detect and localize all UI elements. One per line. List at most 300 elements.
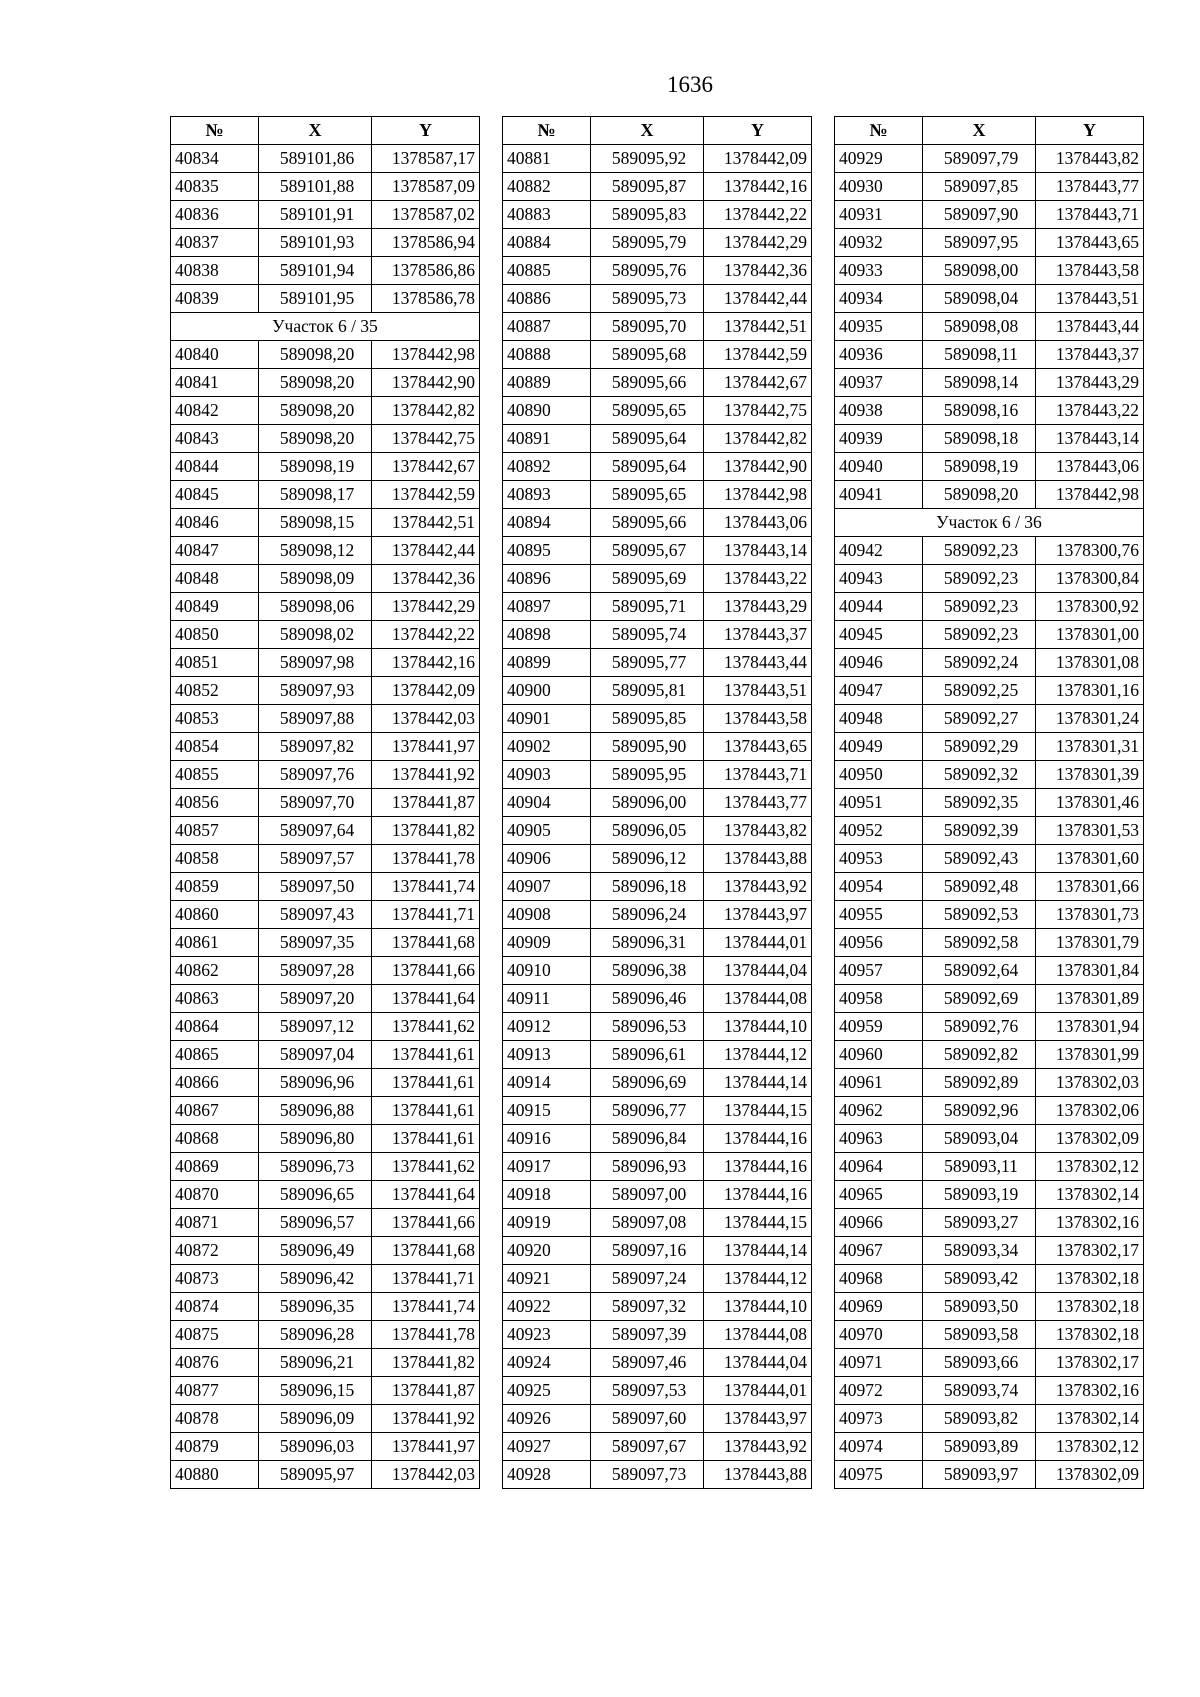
point-number: 40953 (835, 845, 923, 873)
y-coordinate: 1378441,97 (372, 733, 480, 761)
x-coordinate: 589097,53 (591, 1377, 704, 1405)
y-coordinate: 1378301,53 (1036, 817, 1144, 845)
x-coordinate: 589101,94 (259, 257, 372, 285)
point-number: 40929 (835, 145, 923, 173)
y-coordinate: 1378301,79 (1036, 929, 1144, 957)
point-number: 40924 (503, 1349, 591, 1377)
y-coordinate: 1378302,18 (1036, 1293, 1144, 1321)
y-coordinate: 1378586,86 (372, 257, 480, 285)
y-coordinate: 1378443,51 (704, 677, 812, 705)
table-row (171, 817, 480, 845)
y-coordinate: 1378441,97 (372, 1433, 480, 1461)
point-number: 40908 (503, 901, 591, 929)
y-coordinate: 1378443,29 (704, 593, 812, 621)
x-coordinate: 589093,34 (923, 1237, 1036, 1265)
point-number: 40967 (835, 1237, 923, 1265)
y-coordinate: 1378441,64 (372, 985, 480, 1013)
table-row (171, 621, 480, 649)
point-number: 40892 (503, 453, 591, 481)
point-number: 40918 (503, 1181, 591, 1209)
table-row (835, 733, 1144, 761)
x-coordinate: 589097,04 (259, 1041, 372, 1069)
y-coordinate: 1378443,37 (704, 621, 812, 649)
point-number: 40951 (835, 789, 923, 817)
table-row (503, 341, 812, 369)
table-row (835, 201, 1144, 229)
table-row (171, 1013, 480, 1041)
x-coordinate: 589097,82 (259, 733, 372, 761)
x-coordinate: 589095,73 (591, 285, 704, 313)
x-coordinate: 589096,38 (591, 957, 704, 985)
point-number: 40879 (171, 1433, 259, 1461)
table-row (503, 257, 812, 285)
point-number: 40889 (503, 369, 591, 397)
header-x: X (591, 117, 704, 145)
x-coordinate: 589098,15 (259, 509, 372, 537)
x-coordinate: 589098,08 (923, 313, 1036, 341)
point-number: 40965 (835, 1181, 923, 1209)
point-number: 40962 (835, 1097, 923, 1125)
table-row (835, 1237, 1144, 1265)
x-coordinate: 589096,88 (259, 1097, 372, 1125)
y-coordinate: 1378443,51 (1036, 285, 1144, 313)
table-row (503, 425, 812, 453)
point-number: 40904 (503, 789, 591, 817)
table-row (835, 397, 1144, 425)
point-number: 40882 (503, 173, 591, 201)
y-coordinate: 1378442,75 (372, 425, 480, 453)
y-coordinate: 1378301,94 (1036, 1013, 1144, 1041)
point-number: 40846 (171, 509, 259, 537)
table-row (171, 649, 480, 677)
point-number: 40966 (835, 1209, 923, 1237)
x-coordinate: 589096,00 (591, 789, 704, 817)
y-coordinate: 1378302,16 (1036, 1209, 1144, 1237)
x-coordinate: 589096,28 (259, 1321, 372, 1349)
point-number: 40858 (171, 845, 259, 873)
x-coordinate: 589093,04 (923, 1125, 1036, 1153)
y-coordinate: 1378444,01 (704, 1377, 812, 1405)
y-coordinate: 1378442,82 (704, 425, 812, 453)
point-number: 40906 (503, 845, 591, 873)
header-y: Y (704, 117, 812, 145)
table-row (835, 845, 1144, 873)
x-coordinate: 589097,39 (591, 1321, 704, 1349)
x-coordinate: 589092,69 (923, 985, 1036, 1013)
x-coordinate: 589098,20 (923, 481, 1036, 509)
point-number: 40836 (171, 201, 259, 229)
x-coordinate: 589098,19 (259, 453, 372, 481)
table-row (171, 1125, 480, 1153)
table-row (503, 789, 812, 817)
y-coordinate: 1378442,22 (372, 621, 480, 649)
y-coordinate: 1378443,58 (1036, 257, 1144, 285)
table-row (835, 537, 1144, 565)
table-row (503, 1013, 812, 1041)
x-coordinate: 589092,96 (923, 1097, 1036, 1125)
y-coordinate: 1378443,44 (704, 649, 812, 677)
point-number: 40957 (835, 957, 923, 985)
x-coordinate: 589098,20 (259, 425, 372, 453)
x-coordinate: 589093,58 (923, 1321, 1036, 1349)
y-coordinate: 1378441,78 (372, 1321, 480, 1349)
x-coordinate: 589097,64 (259, 817, 372, 845)
y-coordinate: 1378443,14 (704, 537, 812, 565)
table-row (503, 1433, 812, 1461)
table-row (503, 313, 812, 341)
point-number: 40890 (503, 397, 591, 425)
table-row (503, 1377, 812, 1405)
table-row (503, 285, 812, 313)
point-number: 40837 (171, 229, 259, 257)
y-coordinate: 1378443,82 (1036, 145, 1144, 173)
x-coordinate: 589092,43 (923, 845, 1036, 873)
x-coordinate: 589092,39 (923, 817, 1036, 845)
point-number: 40902 (503, 733, 591, 761)
table-row (503, 1069, 812, 1097)
table-row (503, 957, 812, 985)
point-number: 40884 (503, 229, 591, 257)
point-number: 40896 (503, 565, 591, 593)
table-row (835, 1265, 1144, 1293)
y-coordinate: 1378441,74 (372, 873, 480, 901)
point-number: 40874 (171, 1293, 259, 1321)
table-row (835, 873, 1144, 901)
x-coordinate: 589096,42 (259, 1265, 372, 1293)
header-num: № (503, 117, 591, 145)
y-coordinate: 1378444,04 (704, 957, 812, 985)
point-number: 40949 (835, 733, 923, 761)
x-coordinate: 589097,90 (923, 201, 1036, 229)
y-coordinate: 1378443,22 (704, 565, 812, 593)
point-number: 40845 (171, 481, 259, 509)
table-row (171, 1069, 480, 1097)
y-coordinate: 1378302,18 (1036, 1321, 1144, 1349)
x-coordinate: 589101,88 (259, 173, 372, 201)
table-row (835, 1041, 1144, 1069)
x-coordinate: 589098,18 (923, 425, 1036, 453)
table-row (503, 229, 812, 257)
y-coordinate: 1378441,66 (372, 1209, 480, 1237)
x-coordinate: 589095,66 (591, 369, 704, 397)
point-number: 40930 (835, 173, 923, 201)
x-coordinate: 589092,27 (923, 705, 1036, 733)
y-coordinate: 1378441,71 (372, 901, 480, 929)
point-number: 40907 (503, 873, 591, 901)
x-coordinate: 589101,91 (259, 201, 372, 229)
point-number: 40916 (503, 1125, 591, 1153)
y-coordinate: 1378301,08 (1036, 649, 1144, 677)
x-coordinate: 589096,05 (591, 817, 704, 845)
table-row (503, 873, 812, 901)
point-number: 40878 (171, 1405, 259, 1433)
point-number: 40946 (835, 649, 923, 677)
table-header-row (835, 117, 1144, 145)
table-row (171, 593, 480, 621)
header-num: № (835, 117, 923, 145)
table-row (171, 509, 480, 537)
y-coordinate: 1378443,06 (704, 509, 812, 537)
point-number: 40909 (503, 929, 591, 957)
y-coordinate: 1378441,82 (372, 1349, 480, 1377)
point-number: 40955 (835, 901, 923, 929)
x-coordinate: 589097,16 (591, 1237, 704, 1265)
y-coordinate: 1378300,92 (1036, 593, 1144, 621)
y-coordinate: 1378444,12 (704, 1265, 812, 1293)
point-number: 40899 (503, 649, 591, 677)
table-row (835, 1433, 1144, 1461)
x-coordinate: 589095,79 (591, 229, 704, 257)
y-coordinate: 1378444,08 (704, 1321, 812, 1349)
x-coordinate: 589098,12 (259, 537, 372, 565)
y-coordinate: 1378300,76 (1036, 537, 1144, 565)
point-number: 40934 (835, 285, 923, 313)
x-coordinate: 589095,95 (591, 761, 704, 789)
x-coordinate: 589098,11 (923, 341, 1036, 369)
table-row (503, 1209, 812, 1237)
x-coordinate: 589097,50 (259, 873, 372, 901)
point-number: 40843 (171, 425, 259, 453)
point-number: 40842 (171, 397, 259, 425)
table-row (171, 929, 480, 957)
y-coordinate: 1378442,67 (372, 453, 480, 481)
x-coordinate: 589097,20 (259, 985, 372, 1013)
header-x: X (923, 117, 1036, 145)
y-coordinate: 1378442,22 (704, 201, 812, 229)
x-coordinate: 589097,57 (259, 845, 372, 873)
x-coordinate: 589096,18 (591, 873, 704, 901)
point-number: 40948 (835, 705, 923, 733)
y-coordinate: 1378301,16 (1036, 677, 1144, 705)
point-number: 40894 (503, 509, 591, 537)
y-coordinate: 1378444,08 (704, 985, 812, 1013)
table-row (503, 929, 812, 957)
x-coordinate: 589096,84 (591, 1125, 704, 1153)
table-row (835, 1405, 1144, 1433)
x-coordinate: 589092,53 (923, 901, 1036, 929)
y-coordinate: 1378443,44 (1036, 313, 1144, 341)
point-number: 40851 (171, 649, 259, 677)
table-row (835, 761, 1144, 789)
x-coordinate: 589092,23 (923, 565, 1036, 593)
point-number: 40964 (835, 1153, 923, 1181)
x-coordinate: 589098,20 (259, 341, 372, 369)
point-number: 40920 (503, 1237, 591, 1265)
y-coordinate: 1378444,14 (704, 1069, 812, 1097)
x-coordinate: 589097,88 (259, 705, 372, 733)
table-row (171, 901, 480, 929)
table-row (835, 957, 1144, 985)
table-row (171, 873, 480, 901)
table-row (171, 1097, 480, 1125)
table-row (503, 397, 812, 425)
point-number: 40968 (835, 1265, 923, 1293)
table-row (171, 1041, 480, 1069)
y-coordinate: 1378302,03 (1036, 1069, 1144, 1097)
x-coordinate: 589096,12 (591, 845, 704, 873)
point-number: 40942 (835, 537, 923, 565)
y-coordinate: 1378301,84 (1036, 957, 1144, 985)
x-coordinate: 589095,64 (591, 453, 704, 481)
x-coordinate: 589098,20 (259, 397, 372, 425)
x-coordinate: 589096,03 (259, 1433, 372, 1461)
y-coordinate: 1378441,61 (372, 1041, 480, 1069)
x-coordinate: 589095,81 (591, 677, 704, 705)
point-number: 40917 (503, 1153, 591, 1181)
x-coordinate: 589096,93 (591, 1153, 704, 1181)
point-number: 40859 (171, 873, 259, 901)
table-row (835, 1013, 1144, 1041)
table-row (171, 369, 480, 397)
y-coordinate: 1378443,06 (1036, 453, 1144, 481)
y-coordinate: 1378301,73 (1036, 901, 1144, 929)
x-coordinate: 589097,73 (591, 1461, 704, 1489)
y-coordinate: 1378444,10 (704, 1293, 812, 1321)
y-coordinate: 1378442,44 (704, 285, 812, 313)
x-coordinate: 589095,92 (591, 145, 704, 173)
point-number: 40855 (171, 761, 259, 789)
y-coordinate: 1378444,10 (704, 1013, 812, 1041)
point-number: 40971 (835, 1349, 923, 1377)
point-number: 40838 (171, 257, 259, 285)
point-number: 40915 (503, 1097, 591, 1125)
y-coordinate: 1378302,14 (1036, 1405, 1144, 1433)
y-coordinate: 1378302,12 (1036, 1433, 1144, 1461)
y-coordinate: 1378442,36 (372, 565, 480, 593)
x-coordinate: 589092,48 (923, 873, 1036, 901)
point-number: 40898 (503, 621, 591, 649)
table-row (835, 1069, 1144, 1097)
table-row (835, 1377, 1144, 1405)
table-row (835, 1153, 1144, 1181)
point-number: 40935 (835, 313, 923, 341)
table-row (171, 761, 480, 789)
table-row (503, 565, 812, 593)
point-number: 40867 (171, 1097, 259, 1125)
y-coordinate: 1378444,14 (704, 1237, 812, 1265)
y-coordinate: 1378441,87 (372, 1377, 480, 1405)
y-coordinate: 1378442,44 (372, 537, 480, 565)
x-coordinate: 589097,85 (923, 173, 1036, 201)
point-number: 40869 (171, 1153, 259, 1181)
table-row (503, 705, 812, 733)
point-number: 40840 (171, 341, 259, 369)
table-row (503, 1349, 812, 1377)
table-row (503, 1237, 812, 1265)
table-row (171, 453, 480, 481)
table-row (171, 789, 480, 817)
table-row (835, 257, 1144, 285)
table-row (835, 1293, 1144, 1321)
y-coordinate: 1378441,62 (372, 1153, 480, 1181)
table-row (503, 509, 812, 537)
table-row (503, 1097, 812, 1125)
y-coordinate: 1378443,65 (704, 733, 812, 761)
table-row (835, 341, 1144, 369)
table-row (171, 1293, 480, 1321)
y-coordinate: 1378301,66 (1036, 873, 1144, 901)
x-coordinate: 589092,32 (923, 761, 1036, 789)
y-coordinate: 1378442,29 (372, 593, 480, 621)
y-coordinate: 1378302,06 (1036, 1097, 1144, 1125)
y-coordinate: 1378301,89 (1036, 985, 1144, 1013)
point-number: 40926 (503, 1405, 591, 1433)
table-row (171, 229, 480, 257)
table-row (835, 145, 1144, 173)
point-number: 40848 (171, 565, 259, 593)
y-coordinate: 1378442,03 (372, 705, 480, 733)
table-row (835, 173, 1144, 201)
point-number: 40911 (503, 985, 591, 1013)
table-header-row (503, 117, 812, 145)
y-coordinate: 1378301,46 (1036, 789, 1144, 817)
x-coordinate: 589098,20 (259, 369, 372, 397)
table-row (171, 957, 480, 985)
x-coordinate: 589096,35 (259, 1293, 372, 1321)
point-number: 40939 (835, 425, 923, 453)
x-coordinate: 589092,35 (923, 789, 1036, 817)
x-coordinate: 589098,02 (259, 621, 372, 649)
y-coordinate: 1378442,51 (372, 509, 480, 537)
y-coordinate: 1378443,97 (704, 1405, 812, 1433)
point-number: 40893 (503, 481, 591, 509)
point-number: 40873 (171, 1265, 259, 1293)
x-coordinate: 589093,97 (923, 1461, 1036, 1489)
point-number: 40862 (171, 957, 259, 985)
y-coordinate: 1378441,64 (372, 1181, 480, 1209)
x-coordinate: 589096,77 (591, 1097, 704, 1125)
y-coordinate: 1378442,90 (704, 453, 812, 481)
y-coordinate: 1378441,61 (372, 1125, 480, 1153)
x-coordinate: 589092,24 (923, 649, 1036, 677)
x-coordinate: 589098,16 (923, 397, 1036, 425)
x-coordinate: 589096,80 (259, 1125, 372, 1153)
x-coordinate: 589101,93 (259, 229, 372, 257)
y-coordinate: 1378586,94 (372, 229, 480, 257)
y-coordinate: 1378443,92 (704, 1433, 812, 1461)
point-number: 40850 (171, 621, 259, 649)
point-number: 40941 (835, 481, 923, 509)
table-row (835, 1349, 1144, 1377)
point-number: 40933 (835, 257, 923, 285)
y-coordinate: 1378441,61 (372, 1097, 480, 1125)
section-title: Участок 6 / 36 (835, 509, 1144, 537)
y-coordinate: 1378441,92 (372, 761, 480, 789)
table-row (171, 425, 480, 453)
y-coordinate: 1378442,03 (372, 1461, 480, 1489)
table-row (171, 173, 480, 201)
point-number: 40945 (835, 621, 923, 649)
point-number: 40841 (171, 369, 259, 397)
table-row (171, 1153, 480, 1181)
x-coordinate: 589097,95 (923, 229, 1036, 257)
x-coordinate: 589097,32 (591, 1293, 704, 1321)
x-coordinate: 589096,65 (259, 1181, 372, 1209)
y-coordinate: 1378444,01 (704, 929, 812, 957)
y-coordinate: 1378301,24 (1036, 705, 1144, 733)
y-coordinate: 1378444,15 (704, 1209, 812, 1237)
y-coordinate: 1378587,02 (372, 201, 480, 229)
y-coordinate: 1378443,14 (1036, 425, 1144, 453)
x-coordinate: 589095,74 (591, 621, 704, 649)
y-coordinate: 1378443,71 (1036, 201, 1144, 229)
x-coordinate: 589098,17 (259, 481, 372, 509)
point-number: 40959 (835, 1013, 923, 1041)
table-row (835, 929, 1144, 957)
table-row (503, 985, 812, 1013)
x-coordinate: 589097,67 (591, 1433, 704, 1461)
y-coordinate: 1378443,37 (1036, 341, 1144, 369)
